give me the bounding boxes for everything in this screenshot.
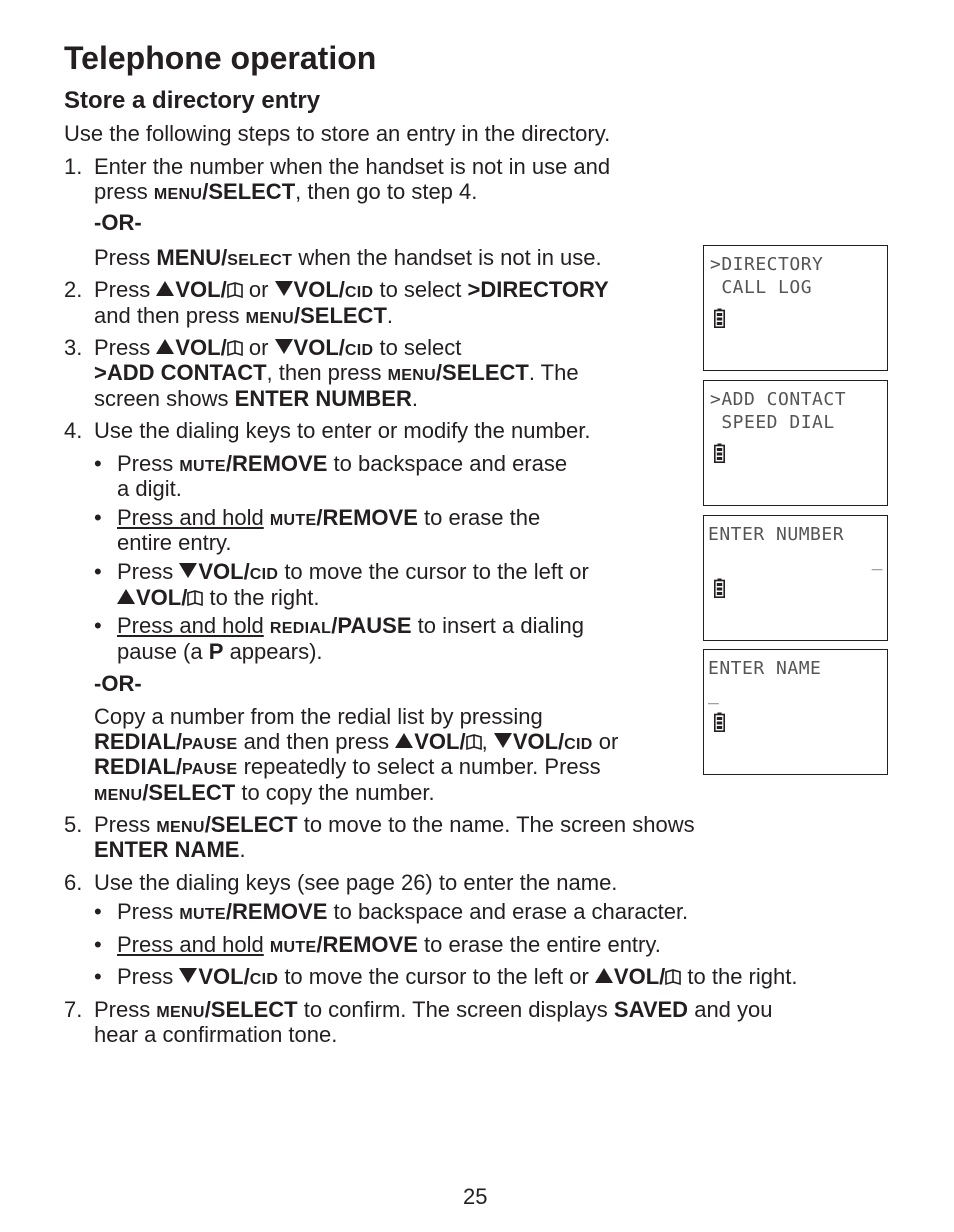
bullet-2-line-2: entire entry. — [117, 530, 232, 555]
text: , — [481, 729, 488, 754]
text: to move the cursor to the left or — [284, 964, 589, 989]
text: appears). — [229, 639, 323, 664]
key-mute: MUTE — [269, 939, 317, 956]
bullet: • — [94, 505, 102, 530]
text: Press and hold — [117, 613, 264, 638]
screen-line: ENTER NAME — [708, 658, 822, 679]
copy-line-3 — [94, 754, 601, 783]
key-cid: CID — [344, 284, 374, 301]
text: Press — [117, 899, 174, 924]
key-cid: CID — [344, 342, 374, 359]
key-mute: MUTE — [179, 458, 226, 475]
key-remove: /REMOVE — [225, 899, 328, 924]
bullet-3-line-1 — [117, 559, 589, 588]
screen-text: ENTER NUMBER — [234, 386, 412, 411]
key-pause: PAUSE — [182, 761, 238, 778]
screen-line: CALL LOG — [710, 277, 813, 298]
step-6-bullet-1 — [117, 899, 688, 928]
step-1-line-2 — [94, 179, 477, 208]
directory-book-icon — [187, 590, 203, 607]
menu-item-add-contact: >ADD CONTACT — [94, 360, 267, 385]
up-triangle-icon — [117, 589, 135, 604]
key-vol: VOL/ — [414, 729, 466, 754]
screen-line: ENTER NUMBER — [708, 524, 845, 545]
step-1-line-1: Enter the number when the handset is not in use and — [94, 154, 611, 179]
battery-icon — [714, 712, 725, 732]
bullet-4-line-2 — [117, 639, 323, 665]
text: to move the cursor to the left or — [284, 559, 589, 584]
text: and you — [694, 997, 773, 1022]
text: Press — [117, 451, 174, 476]
text: pause (a — [117, 639, 203, 664]
text: Press and hold — [117, 932, 264, 957]
bullet-1-line-2: a digit. — [117, 476, 182, 501]
handset-screen-add-contact — [703, 380, 888, 506]
cursor: _ — [708, 684, 720, 705]
key-menu: MENU — [156, 1004, 205, 1021]
key-vol: VOL/ — [198, 559, 250, 584]
step-number: 3. — [64, 335, 83, 360]
text: screen shows — [94, 386, 229, 411]
text: to select — [379, 335, 462, 360]
key-select: /SELECT — [204, 812, 298, 837]
bullet: • — [94, 613, 102, 638]
handset-screen-directory — [703, 245, 888, 371]
up-triangle-icon — [156, 281, 174, 296]
text: and then press — [94, 303, 240, 328]
step-number: 1. — [64, 154, 83, 179]
text: to the right. — [687, 964, 798, 989]
step-number: 6. — [64, 870, 83, 895]
key-pause: PAUSE — [182, 736, 238, 753]
up-triangle-icon — [595, 968, 613, 983]
bullet: • — [94, 559, 102, 584]
key-vol: VOL/ — [198, 964, 250, 989]
text: Press — [94, 997, 151, 1022]
text: to backspace and erase a character. — [333, 899, 689, 924]
text: , then press — [266, 360, 382, 385]
text: Press — [94, 335, 151, 360]
step-6-bullet-3 — [117, 964, 797, 993]
step-5-line-2: ENTER NAME. — [94, 837, 246, 862]
text: to select — [379, 277, 462, 302]
step-number: 4. — [64, 418, 83, 443]
directory-book-icon — [665, 969, 681, 986]
directory-book-icon — [227, 282, 243, 299]
key-select: /SELECT — [435, 360, 529, 385]
text: to copy the number. — [241, 780, 435, 805]
cursor: _ — [871, 550, 883, 571]
key-select: /SELECT — [204, 997, 298, 1022]
key-cid: CID — [249, 971, 279, 988]
bullet-3-line-2 — [117, 585, 320, 611]
key-vol: VOL/ — [175, 335, 227, 360]
key-vol: VOL/ — [293, 277, 345, 302]
key-redial: REDIAL/ — [94, 754, 182, 779]
pause-symbol: P — [208, 639, 224, 664]
battery-icon — [714, 578, 725, 598]
or-separator: -OR- — [94, 210, 142, 235]
step-4-text: Use the dialing keys to enter or modify the number. — [94, 418, 591, 443]
menu-item-directory: >DIRECTORY — [467, 277, 609, 302]
key-select: /SELECT — [293, 303, 387, 328]
key-menu: MENU/ — [156, 245, 228, 270]
screen-line: >DIRECTORY — [710, 254, 824, 275]
key-select: SELECT — [227, 252, 293, 269]
handset-screen-enter-number — [703, 515, 888, 641]
battery-icon — [714, 443, 725, 463]
text: to erase the entire entry. — [424, 932, 661, 957]
text: and then press — [243, 729, 390, 754]
key-remove: /REMOVE — [316, 505, 418, 530]
key-menu: MENU — [94, 787, 143, 804]
directory-book-icon — [466, 734, 482, 751]
text: to the right. — [209, 585, 320, 610]
key-menu: MENU — [153, 186, 203, 203]
bullet-4-line-1 — [117, 613, 584, 642]
up-triangle-icon — [395, 733, 413, 748]
text: or — [248, 277, 269, 302]
key-select: /SELECT — [202, 179, 296, 204]
step-6-text: Use the dialing keys (see page 26) to enter the name. — [94, 870, 618, 895]
step-2-line-2: and then press MENU/SELECT. — [94, 303, 394, 328]
key-pause: /PAUSE — [331, 613, 412, 638]
down-triangle-icon — [275, 339, 293, 354]
key-remove: /REMOVE — [225, 451, 328, 476]
text: . The — [528, 360, 579, 385]
step-number: 7. — [64, 997, 83, 1022]
text: or — [598, 729, 619, 754]
text: Press and hold — [117, 505, 264, 530]
text: or — [248, 335, 269, 360]
key-cid: CID — [564, 736, 593, 753]
key-vol: VOL/ — [613, 964, 666, 989]
text: to move to the name. The screen shows — [303, 812, 695, 837]
text: to erase the — [424, 505, 541, 530]
key-vol: VOL/ — [175, 277, 227, 302]
key-redial: REDIAL/ — [94, 729, 182, 754]
directory-book-icon — [227, 340, 243, 357]
step-number: 2. — [64, 277, 83, 302]
text: repeatedly to select a number. Press — [243, 754, 601, 779]
step-number: 5. — [64, 812, 83, 837]
text: to backspace and erase — [333, 451, 568, 476]
key-menu: MENU — [156, 819, 205, 836]
intro-text: Use the following steps to store an entry in the directory. — [64, 121, 611, 146]
screen-line: SPEED DIAL — [710, 412, 835, 433]
step-2-line-1 — [94, 277, 609, 306]
down-triangle-icon — [179, 563, 197, 578]
step-3-line-2 — [94, 360, 579, 389]
step-1-alt — [94, 245, 602, 274]
copy-line-4 — [94, 780, 435, 809]
section-heading: Store a directory entry — [64, 87, 321, 114]
down-triangle-icon — [494, 733, 512, 748]
text: to confirm. The screen displays — [303, 997, 608, 1022]
key-mute: MUTE — [269, 512, 317, 529]
screen-line: >ADD CONTACT — [710, 389, 847, 410]
key-menu: MENU — [245, 310, 294, 327]
text: Press — [94, 812, 151, 837]
step-3-line-3: screen shows ENTER NUMBER. — [94, 386, 418, 411]
text: Press — [94, 277, 151, 302]
text: Press — [117, 559, 174, 584]
text: Press — [117, 964, 174, 989]
text: to insert a dialing — [417, 613, 584, 638]
down-triangle-icon — [275, 281, 293, 296]
bullet: • — [94, 451, 102, 476]
key-vol: VOL/ — [512, 729, 565, 754]
battery-icon — [714, 308, 725, 328]
screen-text: SAVED — [613, 997, 689, 1022]
text: Press — [94, 245, 151, 270]
key-vol: VOL/ — [136, 585, 188, 610]
step-7-line-2: hear a confirmation tone. — [94, 1022, 338, 1047]
up-triangle-icon — [156, 339, 174, 354]
screen-text: ENTER NAME — [94, 837, 240, 862]
key-remove: /REMOVE — [316, 932, 418, 957]
page-title: Telephone operation — [64, 40, 377, 76]
bullet: • — [94, 964, 102, 989]
bullet: • — [94, 932, 102, 957]
text: press — [94, 179, 148, 204]
or-separator: -OR- — [94, 671, 142, 696]
key-cid: CID — [249, 566, 279, 583]
bullet: • — [94, 899, 102, 924]
handset-screen-enter-name — [703, 649, 888, 775]
bullet-1-line-1 — [117, 451, 567, 480]
key-redial: REDIAL — [269, 620, 332, 637]
key-mute: MUTE — [179, 906, 226, 923]
copy-line-1: Copy a number from the redial list by pressing — [94, 704, 543, 729]
key-select: /SELECT — [142, 780, 236, 805]
text: when the handset is not in use. — [298, 245, 602, 270]
key-menu: MENU — [387, 367, 436, 384]
page-number: 25 — [463, 1184, 488, 1209]
key-vol: VOL/ — [293, 335, 345, 360]
step-6-bullet-2 — [117, 932, 661, 961]
text: , then go to step 4. — [295, 179, 478, 204]
down-triangle-icon — [179, 968, 197, 983]
